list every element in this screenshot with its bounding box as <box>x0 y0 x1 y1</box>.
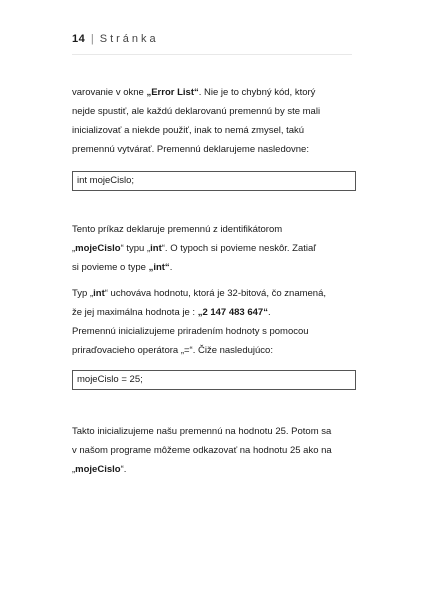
paragraph-1 <box>72 83 362 159</box>
header-section: Stránka <box>99 33 159 45</box>
paragraph-3 <box>72 284 362 360</box>
text-line: Typ „int“ uchováva hodnotu, ktorá je 32-bitová, čo znamená, <box>72 288 327 299</box>
paragraph-4 <box>72 422 362 479</box>
page-number: 14 <box>72 33 86 45</box>
text-line: v našom programe môžeme odkazovať na hodnotu 25 ako na <box>72 445 332 456</box>
paragraph-2 <box>72 220 362 277</box>
text-line: varovanie v okne „Error List“. Nie je to chybný kód, ktorý <box>72 87 316 98</box>
text-line: si povieme o type „int“. <box>72 262 173 273</box>
text-line: Takto inicializujeme našu premennú na hodnotu 25. Potom sa <box>72 426 332 437</box>
text-line: Premennú inicializujeme priradením hodnoty s pomocou <box>72 326 309 337</box>
text-line: premennú vytvárať. Premennú deklarujeme nasledovne: <box>72 144 309 155</box>
text-line: inicializovať a niekde použiť, inak to nemá zmysel, takú <box>72 125 305 136</box>
code-box-declaration: int mojeCislo; <box>72 171 356 191</box>
text-line: „mojeCislo“. <box>72 464 127 475</box>
header-separator: | <box>90 33 95 45</box>
header-divider <box>72 54 352 55</box>
text-line: nejde spustiť, ale každú deklarovanú premennú by ste mali <box>72 106 321 117</box>
text-line: priraďovacieho operátora „=“. Čiže nasledujúco: <box>72 345 273 356</box>
text-line: že jej maximálna hodnota je : „2 147 483 647“. <box>72 307 271 318</box>
page-header <box>72 33 159 45</box>
text-line: „mojeCislo“ typu „int“. O typoch si povieme neskôr. Zatiaľ <box>72 243 317 254</box>
code-box-assignment: mojeCislo = 25; <box>72 370 356 390</box>
text-line: Tento príkaz deklaruje premennú z identifikátorom <box>72 224 283 235</box>
